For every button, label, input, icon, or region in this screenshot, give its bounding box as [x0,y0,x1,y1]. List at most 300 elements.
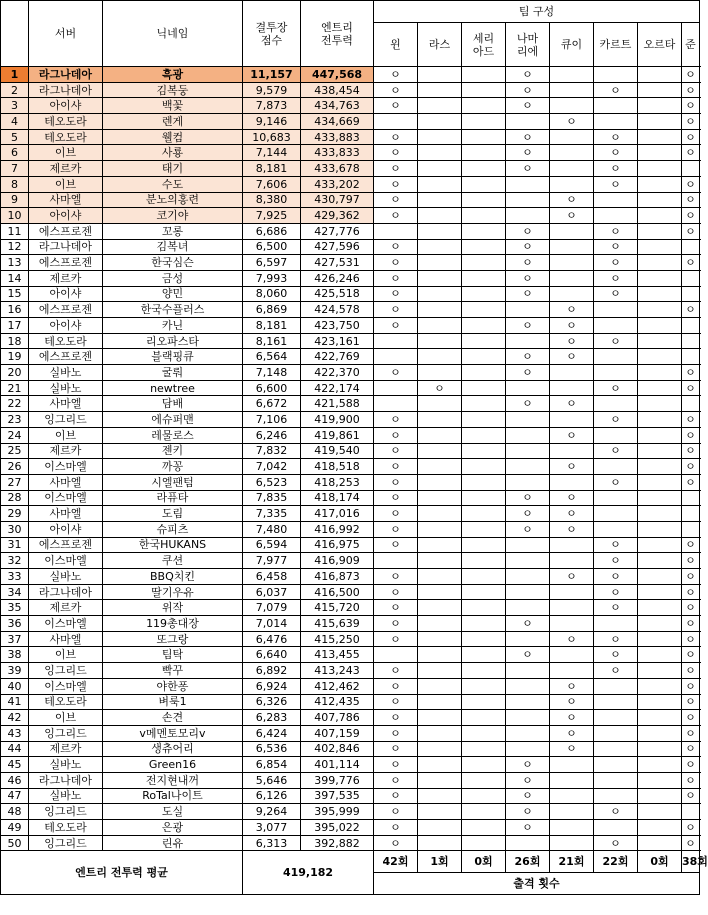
team-mark-cell [506,333,550,349]
team-mark-cell [682,443,700,459]
team-mark-cell [682,349,700,365]
team-mark: ㅇ [610,585,621,599]
table-row [1,396,700,412]
team-mark: ㅇ [685,177,696,191]
team-mark-cell [594,678,638,694]
entry-power-cell: 424,578 [301,302,374,318]
team-mark-cell [550,474,594,490]
duel-score-cell: 7,335 [243,506,301,522]
server-cell: 사마엘 [29,396,103,412]
entry-power-cell: 418,518 [301,459,374,475]
team-mark-cell [550,176,594,192]
team-mark-cell [638,239,682,255]
team-mark: ㅇ [685,381,696,395]
team-mark-cell [374,788,418,804]
team-mark-cell [638,208,682,224]
team-mark-cell [418,365,462,381]
team-mark-cell [374,521,418,537]
team-mark: ㅇ [610,146,621,160]
sortie-label: 출격 횟수 [374,873,700,895]
nickname-cell: 한국HUKANS [103,537,243,553]
duel-score-cell: 7,835 [243,490,301,506]
team-mark-cell [418,459,462,475]
team-mark-cell [462,67,506,83]
duel-score-cell: 6,458 [243,569,301,585]
team-mark-cell [594,176,638,192]
team-mark-cell [506,537,550,553]
server-cell: 이스마엘 [29,616,103,632]
team-mark: ㅇ [390,130,401,144]
entry-power-cell: 399,776 [301,772,374,788]
team-mark: ㅇ [685,99,696,113]
nickname-cell: 라퓨타 [103,490,243,506]
team-mark: ㅇ [566,303,577,317]
entry-power-cell: 413,243 [301,663,374,679]
nickname-cell: 도실 [103,804,243,820]
team-mark-cell [506,474,550,490]
team-mark: ㅇ [522,820,533,834]
table-row [1,412,700,428]
duel-score-cell: 6,854 [243,757,301,773]
team-mark: ㅇ [522,350,533,364]
entry-power-cell: 395,999 [301,804,374,820]
team-mark-cell [374,616,418,632]
team-mark-cell [550,553,594,569]
team-mark: ㅇ [685,648,696,662]
team-mark-cell [418,474,462,490]
team-mark-cell [638,835,682,851]
rank-cell: 3 [1,98,29,114]
sortie-count: 21회 [550,851,594,873]
team-mark-cell [550,710,594,726]
rank-cell: 14 [1,270,29,286]
server-cell: 아이샤 [29,208,103,224]
duel-score-cell: 7,148 [243,365,301,381]
team-mark-cell [638,318,682,334]
table-row [1,647,700,663]
team-mark-cell [682,788,700,804]
entry-power-cell: 423,161 [301,333,374,349]
team-mark-cell [594,710,638,726]
server-cell: 사마엘 [29,506,103,522]
team-mark: ㅇ [566,114,577,128]
team-mark-cell [462,820,506,836]
team-mark-cell [462,569,506,585]
team-mark-cell [506,82,550,98]
entry-power-cell: 402,846 [301,741,374,757]
team-mark-cell [682,98,700,114]
team-mark: ㅇ [390,742,401,756]
team-mark: ㅇ [390,193,401,207]
team-mark-cell [594,741,638,757]
rank-cell: 27 [1,474,29,490]
team-mark: ㅇ [390,209,401,223]
team-mark-cell [550,443,594,459]
team-mark: ㅇ [685,758,696,772]
team-mark-cell [550,82,594,98]
rank-cell: 37 [1,631,29,647]
team-mark-cell [638,678,682,694]
sortie-count: 0회 [638,851,682,873]
sortie-count: 26회 [506,851,550,873]
team-mark-cell [462,553,506,569]
team-mark-cell [506,631,550,647]
team-mark-cell [594,192,638,208]
team-mark-cell [418,427,462,443]
team-mark: ㅇ [610,256,621,270]
team-mark-cell [462,647,506,663]
nickname-cell: 한국심슨 [103,255,243,271]
team-mark-cell [550,396,594,412]
nickname-cell: 은광 [103,820,243,836]
team-mark-cell [550,537,594,553]
team-mark-cell [594,600,638,616]
server-cell: 라그나데아 [29,239,103,255]
team-mark: ㅇ [390,601,401,615]
server-cell: 테오도라 [29,129,103,145]
team-mark-cell [550,161,594,177]
team-mark: ㅇ [390,538,401,552]
team-mark-cell [374,459,418,475]
team-mark: ㅇ [610,554,621,568]
team-mark-cell [418,584,462,600]
team-mark-cell [462,208,506,224]
team-mark-cell [682,804,700,820]
team-mark-cell [374,694,418,710]
entry-power-cell: 419,900 [301,412,374,428]
nickname-cell: BBQ치킨 [103,569,243,585]
team-mark: ㅇ [610,161,621,175]
duel-score-cell: 9,264 [243,804,301,820]
team-mark-cell [506,396,550,412]
team-mark-cell [682,302,700,318]
entry-power-cell: 401,114 [301,757,374,773]
team-mark-cell [506,569,550,585]
duel-score-cell: 6,326 [243,694,301,710]
team-mark-cell [374,647,418,663]
team-mark: ㅇ [522,224,533,238]
team-mark-cell [462,600,506,616]
team-mark-cell [550,380,594,396]
team-mark: ㅇ [685,224,696,238]
table-row [1,710,700,726]
team-mark: ㅇ [566,318,577,332]
server-cell: 잉그리드 [29,835,103,851]
team-mark-cell [374,443,418,459]
team-mark-cell [506,255,550,271]
server-cell: 테오도라 [29,694,103,710]
team-mark-cell [418,569,462,585]
team-mark-cell [418,710,462,726]
team-mark-cell [638,114,682,130]
entry-power-cell: 416,500 [301,584,374,600]
rank-cell: 46 [1,772,29,788]
team-mark: ㅇ [566,632,577,646]
team-mark-cell [638,631,682,647]
nickname-cell: 사룡 [103,145,243,161]
team-mark: ㅇ [610,569,621,583]
team-mark: ㅇ [685,820,696,834]
rank-cell: 22 [1,396,29,412]
team-mark: ㅇ [610,334,621,348]
team-mark-cell [638,647,682,663]
team-mark: ㅇ [566,350,577,364]
team-mark-cell [462,192,506,208]
team-mark-cell [638,663,682,679]
team-mark-cell [594,506,638,522]
duel-score-cell: 6,640 [243,647,301,663]
duel-score-cell: 8,380 [243,192,301,208]
team-mark-cell [374,710,418,726]
nickname-cell: 팀탁 [103,647,243,663]
team-mark-cell [374,365,418,381]
rank-cell: 35 [1,600,29,616]
rank-cell: 34 [1,584,29,600]
table-row [1,459,700,475]
table-row [1,318,700,334]
duel-score-cell: 7,042 [243,459,301,475]
team-mark-cell [462,772,506,788]
table-row [1,145,700,161]
server-cell: 사마엘 [29,192,103,208]
team-mark-cell [374,176,418,192]
team-mark-cell [682,772,700,788]
sortie-count: 38회 [682,851,700,873]
server-cell: 실바노 [29,757,103,773]
team-mark: ㅇ [685,632,696,646]
team-mark-cell [462,114,506,130]
nickname-cell: 벼룩1 [103,694,243,710]
team-mark-cell [638,506,682,522]
team-mark-cell [594,349,638,365]
team-mark-cell [594,427,638,443]
class-header: 카르트 [594,23,638,67]
server-cell: 아이샤 [29,286,103,302]
team-mark: ㅇ [685,444,696,458]
team-mark: ㅇ [522,256,533,270]
team-mark: ㅇ [610,444,621,458]
team-mark: ㅇ [390,805,401,819]
duel-score-cell: 9,146 [243,114,301,130]
entry-power-cell: 427,776 [301,223,374,239]
duel-score-cell: 6,672 [243,396,301,412]
team-mark: ㅇ [685,679,696,693]
team-mark: ㅇ [685,365,696,379]
sortie-count: 0회 [462,851,506,873]
sortie-count: 22회 [594,851,638,873]
class-header: 준 [682,23,700,67]
duel-score-cell: 6,892 [243,663,301,679]
team-mark-cell [506,616,550,632]
team-mark: ㅇ [685,130,696,144]
team-mark-cell [374,161,418,177]
team-mark: ㅇ [610,177,621,191]
nickname-cell: RoTal나이트 [103,788,243,804]
team-mark-cell [594,443,638,459]
team-mark-cell [682,82,700,98]
rank-cell: 41 [1,694,29,710]
team-mark-cell [374,820,418,836]
team-mark: ㅇ [390,365,401,379]
server-cell: 테오도라 [29,333,103,349]
team-mark-cell [682,490,700,506]
team-mark-cell [594,365,638,381]
table-row [1,474,700,490]
team-mark: ㅇ [522,616,533,630]
team-mark-cell [462,286,506,302]
duel-score-cell: 7,144 [243,145,301,161]
team-mark-cell [638,772,682,788]
team-mark: ㅇ [610,381,621,395]
entry-power-header-line1: 엔트리 [321,20,353,34]
team-mark-cell [506,98,550,114]
duel-score-cell: 8,181 [243,318,301,334]
team-mark-cell [374,396,418,412]
team-mark-cell [418,490,462,506]
class-header: 라스 [418,23,462,67]
server-cell: 이브 [29,176,103,192]
team-mark-cell [418,616,462,632]
team-mark-cell [374,804,418,820]
team-mark-cell [550,600,594,616]
duel-score-cell: 7,925 [243,208,301,224]
nickname-cell: 야한퐁 [103,678,243,694]
rank-cell: 48 [1,804,29,820]
team-mark-cell [550,412,594,428]
team-mark-cell [682,270,700,286]
team-mark-cell [374,553,418,569]
team-mark-cell [418,600,462,616]
team-mark-cell [418,82,462,98]
rank-cell: 17 [1,318,29,334]
entry-power-cell: 430,797 [301,192,374,208]
entry-power-cell: 422,769 [301,349,374,365]
team-mark-cell [374,82,418,98]
team-mark-cell [594,302,638,318]
table-row [1,725,700,741]
entry-power-cell: 392,882 [301,835,374,851]
team-mark-cell [550,694,594,710]
team-mark-cell [594,396,638,412]
team-mark-cell [638,710,682,726]
team-mark: ㅇ [390,256,401,270]
team-mark-cell [594,835,638,851]
duel-score-cell: 10,683 [243,129,301,145]
team-mark-cell [638,521,682,537]
nickname-cell: 린유 [103,835,243,851]
team-mark-cell [550,584,594,600]
team-mark-cell [682,553,700,569]
duel-score-cell: 9,579 [243,82,301,98]
team-mark-cell [638,757,682,773]
team-mark-cell [550,569,594,585]
team-mark-cell [682,145,700,161]
team-mark-cell [462,521,506,537]
team-mark-cell [594,820,638,836]
table-row [1,631,700,647]
server-header: 서버 [29,1,103,67]
team-mark-cell [506,129,550,145]
server-cell: 잉그리드 [29,412,103,428]
team-mark-cell [374,663,418,679]
duel-score-cell: 6,523 [243,474,301,490]
entry-power-cell: 419,861 [301,427,374,443]
team-mark: ㅇ [685,538,696,552]
rank-cell: 33 [1,569,29,585]
team-mark-cell [418,333,462,349]
nickname-cell: 양민 [103,286,243,302]
team-mark-cell [550,302,594,318]
team-mark-cell [506,788,550,804]
team-mark-cell [374,114,418,130]
entry-power-cell: 419,540 [301,443,374,459]
team-mark-cell [418,553,462,569]
entry-power-cell: 438,454 [301,82,374,98]
server-cell: 에스프로젠 [29,302,103,318]
server-cell: 아이샤 [29,521,103,537]
rank-cell: 25 [1,443,29,459]
table-row [1,663,700,679]
entry-power-cell: 433,833 [301,145,374,161]
team-mark-cell [594,161,638,177]
rank-cell: 45 [1,757,29,773]
team-mark-cell [506,820,550,836]
team-mark: ㅇ [610,412,621,426]
rank-cell: 26 [1,459,29,475]
team-mark: ㅇ [390,679,401,693]
rank-cell: 43 [1,725,29,741]
entry-power-cell: 433,678 [301,161,374,177]
nickname-cell: 레물로스 [103,427,243,443]
team-mark: ㅇ [522,146,533,160]
team-mark-cell [418,318,462,334]
team-mark-cell [462,365,506,381]
duel-score-cell: 6,594 [243,537,301,553]
team-mark-cell [682,239,700,255]
team-mark-cell [594,647,638,663]
team-mark-cell [506,192,550,208]
duel-score-cell: 6,500 [243,239,301,255]
team-mark: ㅇ [566,695,577,709]
team-mark: ㅇ [610,271,621,285]
team-mark: ㅇ [685,114,696,128]
team-mark: ㅇ [685,569,696,583]
team-mark-cell [550,318,594,334]
team-mark-cell [462,239,506,255]
rank-cell: 24 [1,427,29,443]
nickname-cell: 렌게 [103,114,243,130]
team-mark-cell [682,396,700,412]
table-row [1,333,700,349]
team-mark-cell [594,537,638,553]
team-mark-cell [682,506,700,522]
team-mark: ㅇ [390,99,401,113]
entry-power-cell: 447,568 [301,67,374,83]
team-mark-cell [594,553,638,569]
team-mark: ㅇ [685,428,696,442]
nickname-cell: 꼬롱 [103,223,243,239]
team-mark: ㅇ [522,161,533,175]
table-row [1,820,700,836]
team-mark-cell [374,537,418,553]
team-mark-cell [638,443,682,459]
nickname-cell: 흑광 [103,67,243,83]
entry-power-cell: 434,763 [301,98,374,114]
rank-cell: 4 [1,114,29,130]
team-mark: ㅇ [390,491,401,505]
class-header: 오르타 [638,23,682,67]
server-cell: 실바노 [29,788,103,804]
